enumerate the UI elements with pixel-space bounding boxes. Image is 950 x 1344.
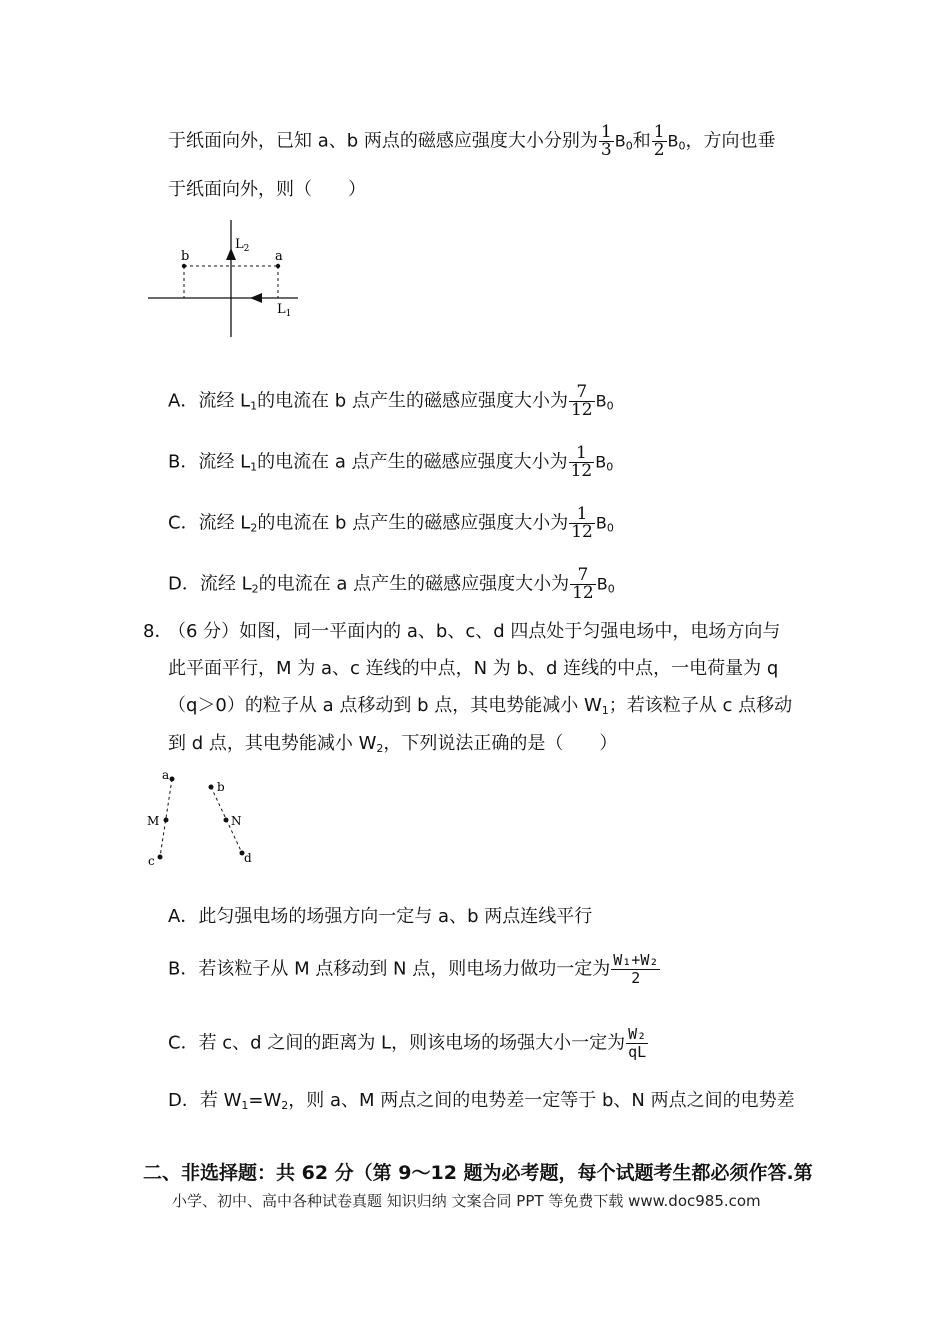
q7-option-d: D．流经 $L_2$的电流在 a 点产生的磁感应强度大小为 $\frac{7}{12}$ $B_0$ <box>168 565 615 603</box>
q7-option-c: C．流经 $L_2$的电流在 b 点产生的磁感应强度大小为 $\frac{1}{12}$ $B_0$ <box>168 504 614 542</box>
q8-line-2: 此平面平行，M 为 a、c 连线的中点，N 为 b、d 连线的中点，一电荷量为 q <box>168 658 779 679</box>
intro-line-2: 于纸面向外，则（ ） <box>168 179 366 200</box>
label-l1: $L_1$ <box>277 302 292 319</box>
section-2-heading: 二、非选择题：共 62 分（第 9～12 题为必考题，每个试题考生都必须作答.第 <box>143 1162 813 1184</box>
label-b: b <box>217 780 225 794</box>
label-a: a <box>162 768 170 782</box>
q8-line-4: 到 d 点，其电势能减小 $W_2$，下列说法正确的是（ ） <box>168 733 618 755</box>
label-m: M <box>147 814 160 828</box>
q8-number: 8． <box>143 621 173 642</box>
point-n <box>224 818 229 823</box>
q7-option-a: A．流经 $L_1$的电流在 b 点产生的磁感应强度大小为 $\frac{7}{12}$ $B_0$ <box>168 382 614 420</box>
points-figure <box>140 765 270 875</box>
q7-option-b: B．流经 $L_1$的电流在 a 点产生的磁感应强度大小为 $\frac{1}{12}$ $B_0$ <box>168 443 614 481</box>
label-d: d <box>244 851 252 865</box>
q8-line-3: （q＞0）的粒子从 a 点移动到 b 点，其电势能减小 $W_1$；若该粒子从 c 点移动 <box>168 695 793 717</box>
fraction-one-half: $\frac{1}{2}$ <box>653 122 665 160</box>
q8-line-1: （6 分）如图，同一平面内的 a、b、c、d 四点处于匀强电场中，电场方向与 <box>168 621 781 642</box>
point-a <box>276 264 280 268</box>
point-m <box>164 818 169 823</box>
arrow-left-icon <box>250 293 262 303</box>
wire-figure <box>140 212 310 342</box>
q8-option-a: A．此匀强电场的场强方向一定与 a、b 两点连线平行 <box>168 906 593 927</box>
label-a: a <box>275 249 283 264</box>
fraction-w1-plus-w2-over-2: $\frac{\text{W₁+W₂}}{2}$ <box>613 951 659 987</box>
intro-line-1: 于纸面向外，已知 a、b 两点的磁感应强度大小分别为 $\frac{1}{3}$ $B_0$和 $\frac{1}{2}$ $B_0$，方向也垂 <box>168 122 776 160</box>
point-a <box>170 777 175 782</box>
fraction-w2-over-ql: $\frac{\text{W₂}}{qL}$ <box>628 1025 647 1061</box>
label-n: N <box>231 814 242 828</box>
fraction-1-12: $\frac{1}{12}$ <box>571 504 593 542</box>
intro-text-1: 于纸面向外，已知 a、b 两点的磁感应强度大小分别为 <box>168 130 598 152</box>
label-l2: $L_2$ <box>235 237 250 254</box>
label-c: c <box>148 854 155 868</box>
fraction-1-12: $\frac{1}{12}$ <box>570 443 593 481</box>
q8-option-c: C．若 c、d 之间的距离为 L，则该电场的场强大小一定为 $\frac{\text{W₂}}{qL}$ <box>168 1025 647 1061</box>
q8-option-d: D．若 $W_1=W_2$，则 a、M 两点之间的电势差一定等于 b、N 两点之间的电势差 <box>168 1090 795 1112</box>
fraction-one-third: $\frac{1}{3}$ <box>600 122 612 160</box>
fraction-7-12: $\frac{7}{12}$ <box>572 565 594 603</box>
label-b: b <box>181 249 190 264</box>
point-c <box>158 855 163 860</box>
q8-option-b: B．若该粒子从 M 点移动到 N 点，则电场力做功一定为 $\frac{\text{W₁+W₂}}{2}$ <box>168 951 659 987</box>
page-footer: 小学、初中、高中各种试卷真题 知识归纳 文案合同 PPT 等免费下载 www.doc985.com <box>172 1192 761 1210</box>
point-b <box>209 785 214 790</box>
fraction-7-12: $\frac{7}{12}$ <box>570 382 593 420</box>
point-b <box>182 264 186 268</box>
